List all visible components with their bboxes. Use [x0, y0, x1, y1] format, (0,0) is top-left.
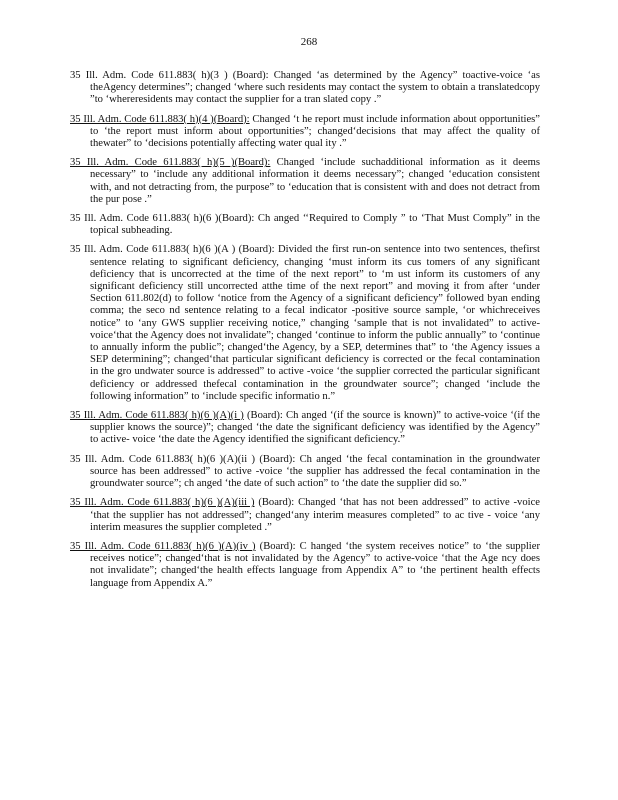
- entry-citation: 35 Ill. Adm. Code 611.883( h)(6 )(A)(iv ): [70, 540, 256, 552]
- entry-h-6: [70, 213, 540, 237]
- entry-citation: 35 Ill. Adm. Code 611.883( h)(6 )(Board):: [70, 213, 255, 225]
- entry-citation: 35 Ill. Adm. Code 611.883( h)(6 )(A)(i ): [70, 410, 244, 422]
- entry-text: Changed ‘include suchadditional information as it deems necessary” to ‘include any additional information it deems necessary”; changed ‘education consistent with, and not detracting from, the purpose” to ‘education that is consistent with and does not detract from the pur pose .”: [90, 157, 540, 205]
- entry-text: (Board): Changed ‘that has not been addressed” to active -voice ‘that the supplier has not addressed”; changed‘any interim measures completed” to ac tive - voice ‘any interim measures the supplier completed .”: [90, 497, 540, 533]
- entry-h-6-a-iv: [70, 541, 540, 590]
- entry-h-6-a-iii: [70, 497, 540, 534]
- entry-h-3: [70, 70, 540, 107]
- entry-text: (Board): Ch anged ‘(if the source is known)” to active-voice ‘(if the supplier knows the source)”; changed ‘the date the significant deficiency was identified by the Agency” to active- voice ‘the date the Agency identified the significant deficiency.”: [90, 410, 540, 446]
- page-number: 268: [300, 36, 318, 48]
- entry-citation: 35 Ill. Adm. Code 611.883( h)(6 )(A)(iii ): [70, 497, 255, 509]
- entry-citation: 35 Ill. Adm. Code 611.883( h)(4 )(Board):: [70, 113, 250, 125]
- entry-citation: 35 Ill. Adm. Code 611.883( h)(6 )(A ) (Board):: [70, 244, 275, 256]
- entry-text: Ch anged ‘‘Required to Comply ” to ‘That Must Comply” in the topical subheading.: [90, 213, 540, 237]
- entry-text: Changed ‘t he report must include information about opportunities” to ‘the report must inform about opportunities”; changed‘decisions that may affect the quality of thewater” to ‘decisions potentially affecting water qual ity .”: [90, 113, 540, 150]
- entry-text: Changed ‘as determined by the Agency” toactive-voice ‘as theAgency determines”; changed ‘where such residents may contact the system to obtain a translatedcopy ”to ‘whereresidents may contact the supplier for a tran slated copy .”: [90, 70, 540, 106]
- entry-citation: 35 Ill. Adm. Code 611.883( h)(5 )(Board):: [70, 157, 271, 169]
- entry-citation: 35 Ill. Adm. Code 611.883( h)(6 )(A)(ii ): [70, 453, 256, 465]
- entry-text: Divided the first run-on sentence into two sentences, thefirst sentence relating to significant deficiency, changing ‘must inform its cus tomers of any significant deficiency that is uncorrected at the time of the next report” to ‘m ust inform its customers of any significant deficiency still uncorrected atthe time of the next report” and moving it from after ‘under Section 611.802(d) to follow ‘notice from the Agency of a significant deficiency” followed byan ending comma; the seco nd sentence relating to a fecal indicator -positive source sample, ‘or whichreceives notice” to ‘any GWS supplier receiving notice,” changing ‘sample that is not invalidated” to active- voice‘that the Agency does not invalidate”; changed ‘continue to inform the public annually” to ‘continue to annually inform the public”; changed‘the Agency, by a SEP, determines that” to ‘the Agency issues a SEP determining”; changed‘that particular significant deficiency is corrected or the fecal contamination in the gro undwater source is addressed” to active -voice ‘the supplier corrected the particular significant deficiency or addressed thefecal contamination in the groundwater source”; changed ‘include the following information” to ‘include specific informatio n.”: [90, 244, 540, 402]
- entry-h-6-a-i: [70, 410, 540, 447]
- entry-h-6-a: [70, 244, 540, 403]
- entry-text: (Board): Ch anged ‘the fecal contamination in the groundwater source has been addressed” to active -voice ‘the supplier has addressed the fecal contamination in the groundwater source”; ch anged ‘the date of such action” to ‘the date the supplier did so.”: [90, 453, 540, 490]
- entry-citation: 35 Ill. Adm. Code 611.883( h)(3 ) (Board):: [70, 70, 269, 81]
- entry-text: (Board): C hanged ‘the system receives notice” to ‘the supplier receives notice”; changed‘that is not invalidated by the Agency” to active-voice ‘that the Age ncy does not invalidate”; changed‘the health effects language from Appendix A” to ‘the pertinent health effects language from Appendix A.”: [90, 540, 540, 589]
- entry-h-5: [70, 157, 540, 206]
- entry-h-4: [70, 114, 540, 151]
- amendment-entries: [70, 70, 540, 597]
- entry-h-6-a-ii: [70, 454, 540, 491]
